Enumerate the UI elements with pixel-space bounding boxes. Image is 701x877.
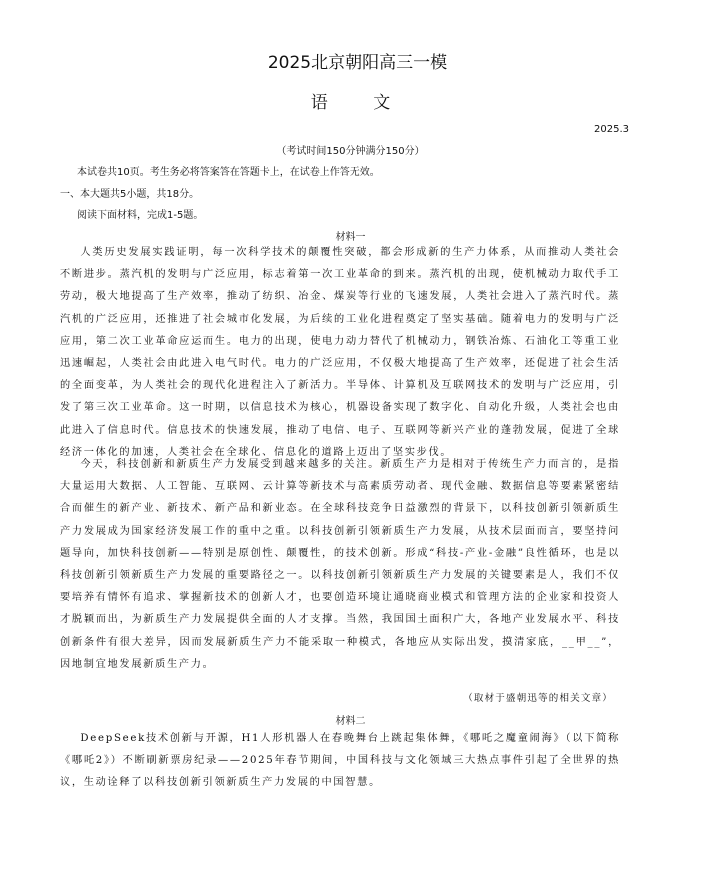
material-one-source: （取材于盛朝迅等的相关文章） xyxy=(463,693,613,704)
exam-title: 2025北京朝阳高三一模 xyxy=(267,53,448,73)
subject-title xyxy=(0,88,701,113)
subject-char: 语 xyxy=(310,93,328,113)
subject-char: 文 xyxy=(373,93,391,113)
material-two-paragraph: DeepSeek技术创新与开源，H1人形机器人在春晚舞台上跳起集体舞，《哪吒之魔童闹海》（以下简称《哪吒2》）不断刷新票房纪录——2025年春节期间，中国科技与文化领域三大热点事件引起了全世界的热议，生动诠释了以科技创新引领新质生产力发展的中国智慧。 xyxy=(60,733,620,789)
material-one-paragraph: 今天，科技创新和新质生产力发展受到越来越多的关注。新质生产力是相对于传统生产力而言的，是指大量运用大数据、人工智能、互联网、云计算等新技术与高素质劳动者、现代金融、数据信息等要素紧密结合而催生的新产业、新技术、新产品和新业态。在全球科技竞争日益激烈的背景下，以科技创新引领新质生产力发展成为国家经济发展工作的重中之重。以科技创新引领新质生产力发展，从技术层面而言，要坚持问题导向，加快科技创新——特别是原创性、颠覆性，的技术创新。形成“科技-产业-金融”良性循环，也是以科技创新引领新质生产力发展的重要路径之一。以科技创新引领新质生产力发展的关键要素是人，我们不仅要培养有情怀有追求、掌握新技术的创新人才，也要创造环境让通晓商业模式和管理方法的企业家和投资人才脱颖而出，为新质生产力发展提供全面的人才支撑。当然，我国国土面积广大，各地产业发展水平、科技创新条件有很大差异，因而发展新质生产力不能采取一种模式，各地应从实际出发，摸清家底，__甲__”，因地制宜地发展新质生产力。 xyxy=(60,459,620,670)
material-two-heading: 材料二 xyxy=(335,716,366,727)
material-one-paragraph: 人类历史发展实践证明，每一次科学技术的颠覆性突破，都会形成新的生产力体系，从而推动人类社会不断进步。蒸汽机的发明与广泛应用，标志着第一次工业革命的到来。蒸汽机的出现，使机械动力取代手工劳动，极大地提高了生产效率，推动了纺织、冶金、煤炭等行业的飞速发展，人类社会进入了蒸汽时代。蒸汽机的广泛应用，还推进了社会城市化发展，为后续的工业化进程奠定了坚实基础。随着电力的发明与广泛应用，第二次工业革命应运而生。电力的出现，使电力动力替代了机械动力，钢铁冶炼、石油化工等重工业迅速崛起，人类社会由此进入电气时代。电力的广泛应用，不仅极大地提高了生产效率，还促进了社会生活的全面变革，为人类社会的现代化进程注入了新活力。半导体、计算机及互联网技术的发明与广泛应用，引发了第三次工业革命。这一时期，以信息技术为核心，机器设备实现了数字化、自动化升级，人类社会也由此进入了信息时代。信息技术的快速发展，推动了电信、电子、互联网等新兴产业的蓬勃发展，促进了全球经济一体化的加速，人类社会在全球化、信息化的道路上迈出了坚实步伐。 xyxy=(60,247,620,458)
section-one-heading: 一、本大题共5小题，共18分。 xyxy=(60,189,200,200)
notice: 本试卷共10页。考生务必将答案答在答题卡上，在试卷上作答无效。 xyxy=(77,167,380,178)
material-one-heading: 材料一 xyxy=(335,232,366,243)
exam-time: （考试时间150分钟满分150分） xyxy=(276,146,425,157)
exam-date: 2025.3 xyxy=(594,124,629,135)
read-prompt: 阅读下面材料，完成1-5题。 xyxy=(77,210,204,221)
